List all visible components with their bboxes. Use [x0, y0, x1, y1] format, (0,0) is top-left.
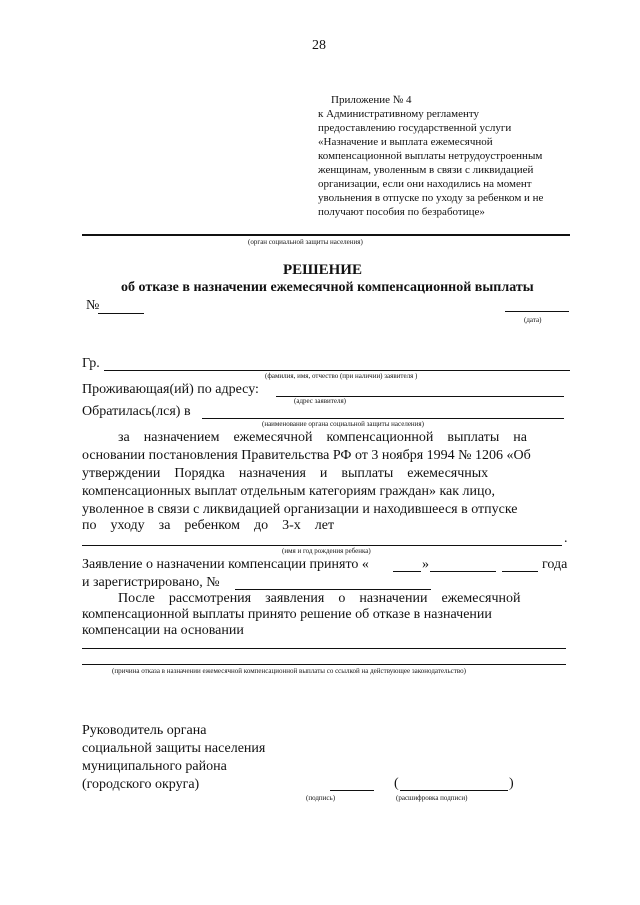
applied-caption: (наименование органа социальной защиты населения): [262, 420, 424, 428]
body-line: основании постановления Правительства РФ от 3 ноября 1994 № 1206 «Об: [82, 448, 531, 463]
child-end: .: [564, 531, 568, 546]
child-field[interactable]: [82, 545, 562, 546]
org-caption: (орган социальной защиты населения): [248, 238, 363, 246]
registered-label: и зарегистрировано, №: [82, 575, 220, 590]
appendix-line: увольнения в отпуске по уходу за ребенком и не: [318, 192, 544, 204]
appendix-line: «Назначение и выплата ежемесячной: [318, 136, 493, 148]
appendix-line: получают пособия по безработице»: [318, 206, 485, 218]
date-caption: (дата): [524, 316, 542, 324]
applied-org-field[interactable]: [202, 418, 564, 419]
citizen-label: Гр.: [82, 356, 100, 371]
reason-caption: (причина отказа в назначении ежемесячной компенсационной выплаты со ссылкой на действующее законодательство): [112, 667, 466, 675]
decode-open-paren: (: [394, 776, 399, 791]
page-number: 28: [312, 38, 326, 53]
signature-field[interactable]: [330, 790, 374, 791]
signatory-line: (городского округа): [82, 777, 200, 792]
number-field[interactable]: [98, 313, 144, 314]
reason-field-2[interactable]: [82, 664, 566, 665]
registered-number-field[interactable]: [235, 589, 431, 590]
signature-caption: (подпись): [306, 794, 336, 802]
appendix-line: организации, если они находились на момент: [318, 178, 532, 190]
applied-label: Обратилась(лся) в: [82, 404, 191, 419]
signatory-line: социальной защиты населения: [82, 741, 266, 756]
signatory-line: муниципального района: [82, 759, 227, 774]
body-line: компенсационных выплат отдельным категориям граждан» как лицо,: [82, 484, 496, 499]
appendix-line: к Административному регламенту: [318, 108, 480, 120]
child-caption: (имя и год рождения ребенка): [282, 547, 371, 555]
appendix-title: Приложение № 4: [331, 94, 412, 106]
decode-close-paren: ): [509, 776, 514, 791]
signatory-line: Руководитель органа: [82, 723, 207, 738]
address-label: Проживающая(ий) по адресу:: [82, 382, 259, 397]
body-line: по уходу за ребенком до 3-х лет: [82, 518, 335, 533]
decision-line: После рассмотрения заявления о назначении ежемесячной: [118, 591, 521, 606]
accepted-suffix: года: [542, 557, 568, 572]
decision-line: компенсации на основании: [82, 623, 244, 638]
citizen-caption: (фамилия, имя, отчество (при наличии) заявителя ): [265, 372, 418, 380]
address-caption: (адрес заявителя): [294, 397, 346, 405]
citizen-name-field[interactable]: [104, 370, 570, 371]
decision-line: компенсационной выплаты принято решение об отказе в назначении: [82, 607, 492, 622]
decode-field[interactable]: [400, 790, 508, 791]
accepted-year-field[interactable]: [502, 571, 538, 572]
appendix-line: предоставлению государственной услуги: [318, 122, 512, 134]
document-subtitle: об отказе в назначении ежемесячной компенсационной выплаты: [121, 280, 534, 295]
accepted-day-field[interactable]: [393, 571, 421, 572]
number-label: №: [86, 298, 100, 313]
accepted-mid: »: [422, 557, 429, 572]
document-title: РЕШЕНИЕ: [283, 262, 362, 278]
org-line: [82, 234, 570, 236]
date-field[interactable]: [505, 311, 569, 312]
decode-caption: (расшифровка подписи): [396, 794, 468, 802]
body-line: за назначением ежемесячной компенсационной выплаты на: [118, 430, 527, 445]
accepted-month-field[interactable]: [430, 571, 496, 572]
appendix-line: женщинам, уволенным в связи с ликвидацией: [318, 164, 534, 176]
accepted-prefix: Заявление о назначении компенсации принято «: [82, 557, 369, 572]
body-line: уволенное в связи с ликвидацией организации и находившееся в отпуске: [82, 502, 518, 517]
reason-field[interactable]: [82, 648, 566, 649]
appendix-line: компенсационной выплаты нетрудоустроенным: [318, 150, 543, 162]
body-line: утверждении Порядка назначения и выплаты ежемесячных: [82, 466, 489, 481]
